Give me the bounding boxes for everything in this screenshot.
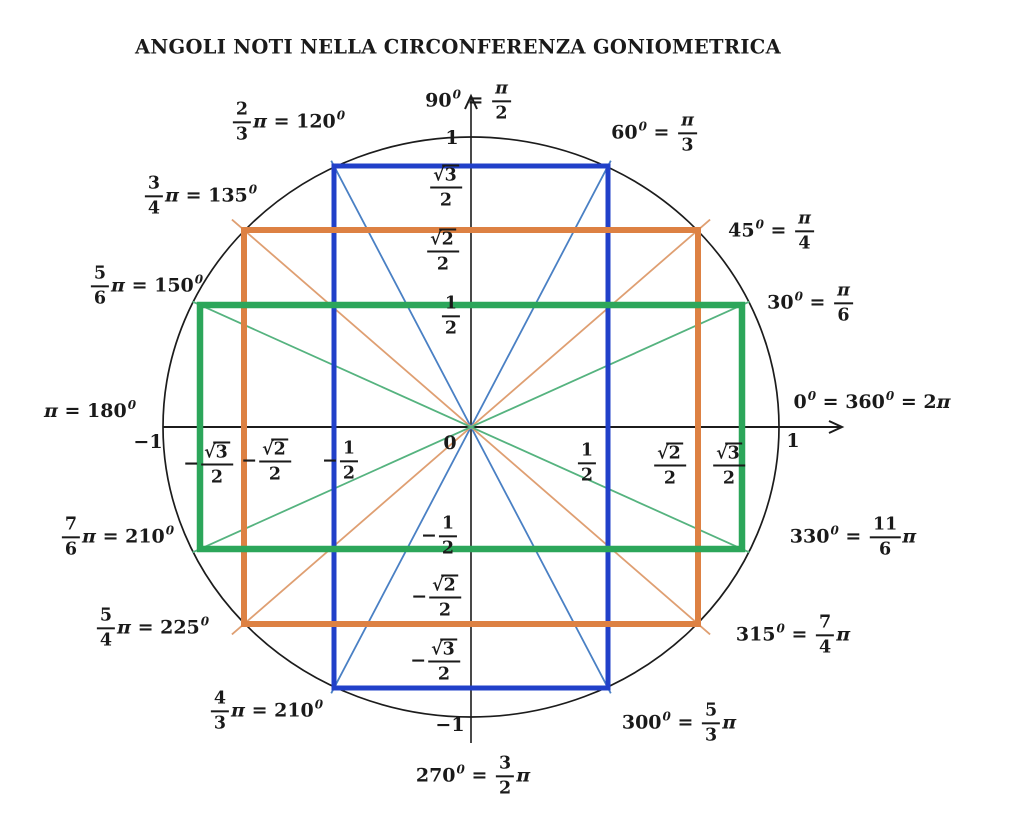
fraction xyxy=(429,574,461,619)
fraction-denominator xyxy=(427,253,459,274)
fraction xyxy=(427,228,459,273)
math-italic: π xyxy=(681,110,694,131)
degree-superscript: 0 xyxy=(452,87,461,102)
math-text: 300 xyxy=(621,711,662,734)
angle-180 xyxy=(43,398,137,423)
radicand: 2 xyxy=(668,443,681,464)
degree-superscript: 0 xyxy=(127,398,137,413)
fraction-numerator xyxy=(678,111,697,134)
fraction xyxy=(428,638,460,683)
math-text: = 180 xyxy=(57,400,127,423)
math-text: 1 xyxy=(441,513,455,534)
fraction-numerator xyxy=(442,294,460,317)
fraction-numerator xyxy=(201,441,233,465)
fraction-numerator xyxy=(259,438,291,462)
math-text: 2 xyxy=(436,254,450,275)
math-text: = xyxy=(460,89,491,112)
math-text: = 135 xyxy=(178,184,248,207)
math-text: −1 xyxy=(133,431,163,454)
math-text: = xyxy=(763,219,794,242)
degree-superscript: 0 xyxy=(807,389,817,404)
math-text: − xyxy=(321,449,338,472)
math-text: 4 xyxy=(99,630,113,651)
math-text: 3 xyxy=(681,135,694,156)
fraction-numerator xyxy=(654,442,686,466)
fraction-denominator xyxy=(654,467,686,488)
fraction-numerator xyxy=(702,701,720,724)
fraction xyxy=(678,111,697,154)
fraction-numerator xyxy=(578,441,596,464)
x-tick-neg-sqrt3-2 xyxy=(183,441,235,486)
fraction-numerator xyxy=(233,100,251,123)
y-tick-neg-sqrt2-2 xyxy=(411,574,463,619)
math-text: = 2 xyxy=(894,391,937,414)
math-italic: π xyxy=(231,699,245,722)
fraction xyxy=(654,442,686,487)
angle-90 xyxy=(425,79,513,122)
x-tick-1-2 xyxy=(576,441,598,484)
x-tick-neg-1-2 xyxy=(322,439,360,482)
fraction-denominator xyxy=(429,599,461,620)
radical-icon: √ xyxy=(657,443,669,464)
fraction xyxy=(62,515,80,558)
fraction xyxy=(340,439,358,482)
fraction-denominator xyxy=(492,102,511,123)
math-text: 6 xyxy=(64,539,78,560)
x-tick-sqrt2-2 xyxy=(652,442,688,487)
fraction-denominator xyxy=(816,636,834,657)
radicand: 2 xyxy=(273,439,286,460)
fraction-numerator xyxy=(870,515,900,538)
math-italic: π xyxy=(253,110,267,133)
fraction-numerator xyxy=(430,164,462,188)
fraction-numerator xyxy=(496,754,514,777)
fraction-denominator xyxy=(259,463,291,484)
angle-210 xyxy=(60,515,174,558)
math-text: 4 xyxy=(213,688,227,709)
angle-225 xyxy=(95,606,209,649)
math-text: − xyxy=(241,449,258,472)
math-text: 2 xyxy=(268,464,282,485)
x-tick-neg-1 xyxy=(133,433,162,453)
angle-120 xyxy=(231,100,345,143)
y-tick-sqrt3-2 xyxy=(428,164,464,209)
degree-superscript: 0 xyxy=(200,614,210,629)
fraction-denominator xyxy=(713,467,745,488)
math-text: 7 xyxy=(819,612,832,633)
radicand: 2 xyxy=(441,229,454,250)
math-text: 0 xyxy=(443,432,457,455)
y-tick-1-2 xyxy=(440,294,462,337)
math-text: 5 xyxy=(99,605,113,626)
math-text: 6 xyxy=(879,539,892,560)
radical-icon: √ xyxy=(204,442,216,463)
y-tick-neg-1 xyxy=(435,716,464,736)
math-text: 5 xyxy=(93,263,107,284)
fraction xyxy=(201,441,233,486)
radical-icon: √ xyxy=(716,443,728,464)
math-text: − xyxy=(411,585,428,608)
degree-superscript: 0 xyxy=(336,108,346,123)
fraction xyxy=(870,515,900,558)
math-text: 2 xyxy=(495,103,508,124)
angle-300 xyxy=(622,701,736,744)
fraction xyxy=(211,689,229,732)
fraction xyxy=(713,442,745,487)
math-text: 2 xyxy=(235,99,249,120)
sqrt-expression xyxy=(432,574,458,594)
math-italic: π xyxy=(902,525,917,548)
math-text: = xyxy=(464,764,495,787)
math-text: 1 xyxy=(342,438,356,459)
radicand: 3 xyxy=(215,442,228,463)
fraction-numerator xyxy=(427,228,459,252)
math-text: − xyxy=(183,452,200,475)
fraction xyxy=(816,613,834,656)
fraction xyxy=(430,164,462,209)
degree-superscript: 0 xyxy=(248,182,258,197)
radical-icon: √ xyxy=(430,229,442,250)
fraction-numerator xyxy=(834,281,853,304)
math-italic: π xyxy=(837,280,850,301)
fraction-denominator xyxy=(870,538,900,559)
math-text: 1 xyxy=(445,127,459,150)
page-title: ANGOLI NOTI NELLA CIRCONFERENZA GONIOMETRICA xyxy=(134,35,782,59)
fraction xyxy=(795,209,814,252)
fraction xyxy=(578,441,596,484)
fraction-numerator xyxy=(145,174,163,197)
sqrt-expression xyxy=(716,442,742,462)
math-text: = xyxy=(670,711,701,734)
math-text: 2 xyxy=(441,538,455,559)
fraction-numerator xyxy=(816,613,834,636)
fraction xyxy=(233,100,251,143)
fraction-numerator xyxy=(439,514,457,537)
sqrt-expression xyxy=(430,228,456,248)
fraction-numerator xyxy=(97,606,115,629)
fraction xyxy=(97,606,115,649)
degree-superscript: 0 xyxy=(314,697,324,712)
angle-135 xyxy=(143,174,257,217)
fraction-denominator xyxy=(233,123,251,144)
math-text: − xyxy=(420,524,437,547)
fraction-numerator xyxy=(713,442,745,466)
angle-0-360 xyxy=(793,389,951,414)
math-text: = 210 xyxy=(244,699,314,722)
origin-label xyxy=(443,434,456,454)
degree-superscript: 0 xyxy=(194,272,204,287)
math-text: 2 xyxy=(438,600,452,621)
math-text: = xyxy=(802,291,833,314)
angle-150 xyxy=(89,264,203,307)
math-text: 5 xyxy=(705,700,718,721)
math-text: = 150 xyxy=(124,274,194,297)
math-italic: π xyxy=(516,764,531,787)
math-text: 6 xyxy=(93,288,107,309)
math-text: 4 xyxy=(147,198,161,219)
fraction-denominator xyxy=(496,777,514,798)
fraction-numerator xyxy=(340,439,358,462)
x-tick-sqrt3-2 xyxy=(711,442,747,487)
fraction xyxy=(442,294,460,337)
math-text: = 225 xyxy=(130,616,200,639)
fraction-denominator xyxy=(439,537,457,558)
math-text: 2 xyxy=(722,468,736,489)
math-text: 0 xyxy=(793,391,807,414)
math-text: 2 xyxy=(444,318,458,339)
math-text: 2 xyxy=(437,664,451,685)
fraction-denominator xyxy=(578,464,596,485)
math-text: = 120 xyxy=(266,110,336,133)
math-italic: π xyxy=(495,78,508,99)
degree-superscript: 0 xyxy=(755,217,764,232)
math-text: 315 xyxy=(735,623,776,646)
math-text: 2 xyxy=(663,468,677,489)
math-text: 330 xyxy=(789,525,830,548)
math-text: 4 xyxy=(798,233,811,254)
math-text: − xyxy=(410,649,427,672)
math-text: 3 xyxy=(705,725,718,746)
math-text: 2 xyxy=(342,463,356,484)
sqrt-expression xyxy=(657,442,683,462)
degree-superscript: 0 xyxy=(662,709,671,724)
math-italic: π xyxy=(117,616,131,639)
radicand: 2 xyxy=(443,575,456,596)
fraction xyxy=(91,264,109,307)
sqrt-expression xyxy=(262,438,288,458)
angle-60 xyxy=(611,111,699,154)
math-text: 45 xyxy=(728,219,755,242)
math-text: 6 xyxy=(837,305,850,326)
math-text: 2 xyxy=(499,778,512,799)
radicand: 3 xyxy=(444,165,457,186)
y-tick-sqrt2-2 xyxy=(425,228,461,273)
math-text: 2 xyxy=(210,467,224,488)
y-tick-neg-1-2 xyxy=(421,514,459,557)
math-text: = xyxy=(838,525,868,548)
degree-superscript: 0 xyxy=(638,119,647,134)
math-text: 3 xyxy=(213,713,227,734)
math-text: 90 xyxy=(425,89,452,112)
math-text: 3 xyxy=(235,124,249,145)
radical-icon: √ xyxy=(433,165,445,186)
degree-superscript: 0 xyxy=(456,762,465,777)
radicand: 3 xyxy=(442,639,455,660)
math-text: = xyxy=(646,121,677,144)
fraction xyxy=(439,514,457,557)
math-text: 30 xyxy=(767,291,794,314)
fraction-denominator xyxy=(145,197,163,218)
degree-superscript: 0 xyxy=(830,523,839,538)
fraction-denominator xyxy=(62,538,80,559)
fraction-denominator xyxy=(201,466,233,487)
math-text: 7 xyxy=(64,514,78,535)
fraction-denominator xyxy=(795,232,814,253)
math-italic: π xyxy=(798,208,811,229)
math-text: 60 xyxy=(611,121,638,144)
math-text: −1 xyxy=(435,714,465,737)
math-text: = 360 xyxy=(816,391,885,414)
fraction-numerator xyxy=(429,574,461,598)
degree-superscript: 0 xyxy=(885,389,895,404)
fraction-denominator xyxy=(97,629,115,650)
fraction-denominator xyxy=(430,189,462,210)
fraction-numerator xyxy=(428,638,460,662)
angle-330 xyxy=(790,515,916,558)
fraction-denominator xyxy=(211,712,229,733)
math-text: 3 xyxy=(499,753,512,774)
angle-270 xyxy=(416,754,530,797)
fraction-numerator xyxy=(795,209,814,232)
fraction xyxy=(834,281,853,324)
fraction xyxy=(702,701,720,744)
math-text: 1 xyxy=(444,293,458,314)
fraction-denominator xyxy=(678,134,697,155)
angle-240 xyxy=(209,689,323,732)
math-text: 4 xyxy=(819,637,832,658)
fraction-denominator xyxy=(428,663,460,684)
fraction-numerator xyxy=(91,264,109,287)
math-text: 11 xyxy=(872,514,898,535)
sqrt-expression xyxy=(204,441,230,461)
y-tick-neg-sqrt3-2 xyxy=(410,638,462,683)
fraction-numerator xyxy=(492,79,511,102)
fraction xyxy=(259,438,291,483)
math-italic: π xyxy=(165,184,179,207)
x-tick-neg-sqrt2-2 xyxy=(241,438,293,483)
math-italic: π xyxy=(111,274,125,297)
sqrt-expression xyxy=(433,164,459,184)
math-text: 3 xyxy=(147,173,161,194)
fraction-numerator xyxy=(211,689,229,712)
fraction xyxy=(496,754,514,797)
angle-45 xyxy=(728,209,816,252)
math-text: 270 xyxy=(415,764,456,787)
fraction-denominator xyxy=(702,724,720,745)
degree-superscript: 0 xyxy=(794,289,803,304)
fraction xyxy=(492,79,511,122)
fraction-numerator xyxy=(62,515,80,538)
y-tick-1 xyxy=(445,129,458,149)
math-text: 2 xyxy=(580,465,594,486)
fraction-denominator xyxy=(442,317,460,338)
fraction xyxy=(145,174,163,217)
math-italic: π xyxy=(722,711,737,734)
angle-30 xyxy=(767,281,855,324)
math-text: 1 xyxy=(580,440,594,461)
math-text: = 210 xyxy=(95,525,165,548)
radical-icon: √ xyxy=(262,439,274,460)
math-text: = xyxy=(784,623,815,646)
degree-superscript: 0 xyxy=(776,621,785,636)
math-italic: π xyxy=(836,623,851,646)
fraction-denominator xyxy=(834,304,853,325)
angle-315 xyxy=(736,613,850,656)
fraction-denominator xyxy=(91,287,109,308)
radical-icon: √ xyxy=(431,639,443,660)
math-text: 1 xyxy=(786,430,800,453)
sqrt-expression xyxy=(431,638,457,658)
math-text: 2 xyxy=(439,190,453,211)
degree-superscript: 0 xyxy=(165,523,175,538)
math-italic: π xyxy=(936,391,951,414)
math-italic: π xyxy=(82,525,96,548)
radicand: 3 xyxy=(727,443,740,464)
fraction-denominator xyxy=(340,462,358,483)
x-tick-1 xyxy=(786,432,799,452)
math-italic: π xyxy=(43,400,58,423)
radical-icon: √ xyxy=(432,575,444,596)
